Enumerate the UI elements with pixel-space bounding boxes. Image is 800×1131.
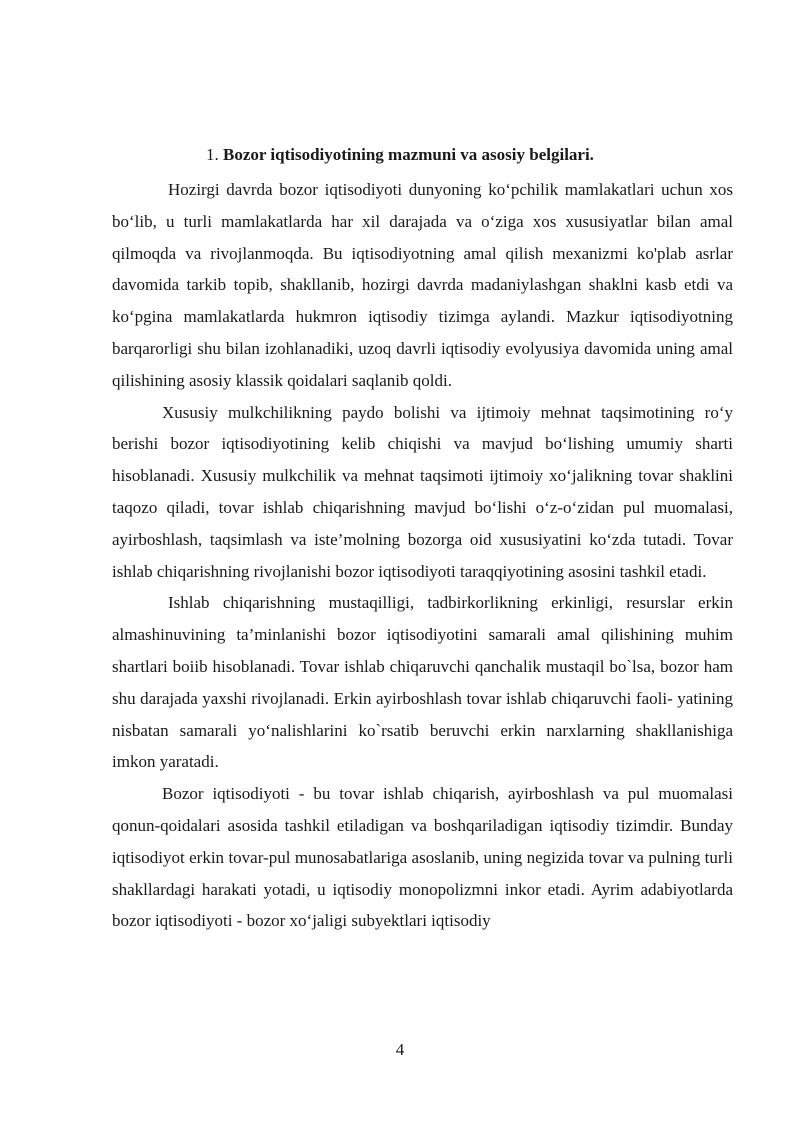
paragraph-1: Hozirgi davrda bozor iqtisodiyoti dunyoning ko‘pchilik mamlakatlari uchun xos bo‘lib, u turli mamlakatlarda har xil darajada va o‘ziga xos xususiyatlar bilan amal qilmoqda va rivojlanmoqda. Bu iqtisodiyotning amal qilish mexanizmi ko'plab asrlar davomida tarkib topib, shakllanib, hozirgi davrda madaniylashgan shaklni kasb etdi va ko‘pgina mamlakatlarda hukmron iqtisodiy tizimga aylandi. Mazkur iqtisodiyotning barqarorligi shu bilan izohlanadiki, uzoq davrli iqtisodiy evolyusiya davomida uning amal qilishining asosiy klassik qoidalari saqlanib qoldi. <box>112 180 733 390</box>
section-heading <box>0 143 800 167</box>
page-number: 4 <box>395 1040 405 1059</box>
paragraph-3: Ishlab chiqarishning mustaqilligi, tadbirkorlikning erkinligi, resurslar erkin almashinuvining ta’minlanishi bozor iqtisodiyotini samarali amal qilishining muhim shartlari boiib hisoblanadi. Tovar ishlab chiqaruvchi qanchalik mustaqil bo`lsa, bozor ham shu darajada yaxshi rivojlanadi. Erkin ayirboshlash tovar ishlab chiqaruvchi faoli- yatining nisbatan samarali yo‘nalishlarini ko`rsatib beruvchi erkin narxlarning shakllanishiga imkon yaratadi. <box>112 593 733 772</box>
paragraph-4: Bozor iqtisodiyoti - bu tovar ishlab chiqarish, ayirboshlash va pul muomalasi qonun-qoidalari asosida tashkil etiladigan va boshqariladigan iqtisodiy tizimdir. Bunday iqtisodiyot erkin tovar-pul munosabatlariga asoslanib, uning negizida tovar va pulning turli shakllardagi harakati yotadi, u iqtisodiy monopolizmni inkor etadi. Ayrim adabiyotlarda bozor iqtisodiyoti - bozor xo‘jaligi subyektlari iqtisodiy <box>112 784 733 931</box>
body-text <box>112 174 733 937</box>
section-title: Bozor iqtisodiyotining mazmuni va asosiy belgilari. <box>223 145 594 164</box>
paragraph-2: Xususiy mulkchilikning paydo bolishi va ijtimoiy mehnat taqsimotining ro‘y berishi bozor iqtisodiyotining kelib chiqishi va mavjud bo‘lishing umumiy sharti hisoblanadi. Xususiy mulkchilik va mehnat taqsimoti ijtimoiy xo‘jalikning tovar shaklini taqozo qiladi, tovar ishlab chiqarishning mavjud bo‘lishi o‘z-o‘zidan pul muomalasi, ayirboshlash, taqsimlash va iste’molning bozorga oid xususiyatini ko‘zda tutadi. Tovar ishlab chiqarishning rivojlanishi bozor iqtisodiyoti taraqqiyotining asosini tashkil etadi. <box>112 402 733 581</box>
section-number: 1. <box>206 145 219 164</box>
